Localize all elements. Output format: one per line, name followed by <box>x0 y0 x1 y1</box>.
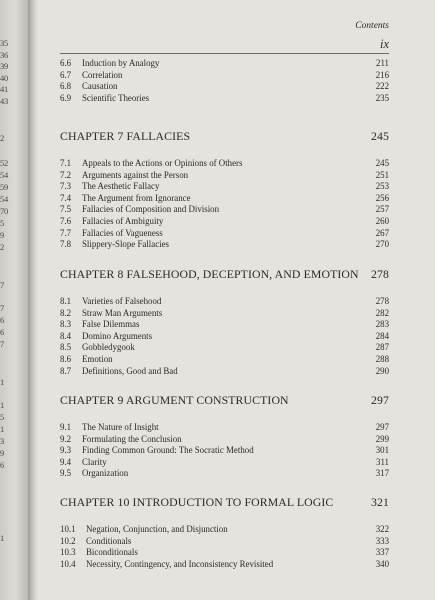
section-number: 6.9 <box>60 92 72 103</box>
section-number: 8.2 <box>60 307 72 318</box>
prev-page-number: 9 <box>0 448 4 458</box>
toc-entry[interactable] <box>60 228 389 240</box>
section-title: Causation <box>82 81 118 92</box>
section-number: 7.8 <box>60 239 72 250</box>
section-title: Arguments against the Person <box>82 169 189 180</box>
toc-entry[interactable] <box>60 81 389 93</box>
section-number: 7.3 <box>60 181 72 192</box>
section-number: 8.7 <box>60 365 72 376</box>
section-title: Fallacies of Ambiguity <box>82 215 164 226</box>
toc-entry[interactable] <box>60 547 389 559</box>
prev-page-number: 39 <box>0 61 8 71</box>
prev-page-number: 1 <box>0 533 4 543</box>
prev-page-number: 43 <box>0 96 8 106</box>
section-title: Necessity, Contingency, and Inconsistency Revisited <box>86 558 274 569</box>
toc-entry[interactable] <box>60 366 389 378</box>
chapter-title: CHAPTER 9 ARGUMENT CONSTRUCTION <box>60 393 289 407</box>
toc-entry[interactable] <box>60 319 389 331</box>
running-head: Contents <box>355 21 389 31</box>
toc-entry[interactable] <box>60 70 389 82</box>
prev-page-number: 54 <box>0 194 8 204</box>
section-title: Organization <box>82 468 129 479</box>
previous-page-edge <box>0 0 28 600</box>
section-number: 10.1 <box>60 524 76 534</box>
section-page: 337 <box>375 547 389 558</box>
chapter-heading[interactable] <box>60 393 389 409</box>
section-number: 6.8 <box>60 81 72 92</box>
section-page: 222 <box>375 81 389 92</box>
section-page: 216 <box>375 69 389 80</box>
section-number: 8.1 <box>60 296 72 306</box>
toc-entry[interactable] <box>60 536 389 548</box>
toc-entry[interactable] <box>60 354 389 366</box>
toc-entry[interactable] <box>60 170 389 182</box>
prev-page-number: 1 <box>0 377 4 387</box>
section-title: Fallacies of Vagueness <box>82 227 163 238</box>
section-title: Conditionals <box>86 535 132 546</box>
prev-page-number: 6 <box>0 315 4 325</box>
section-title: Gobbledygook <box>82 342 135 353</box>
chapter-heading[interactable] <box>60 495 389 511</box>
section-number: 9.2 <box>60 433 72 444</box>
section-number: 7.2 <box>60 169 72 180</box>
toc-entry[interactable] <box>60 58 389 70</box>
prev-page-number: 52 <box>0 158 8 168</box>
section-title: Straw Man Arguments <box>82 307 163 318</box>
section-page: 270 <box>375 239 389 250</box>
section-title: Definitions, Good and Bad <box>82 365 178 376</box>
prev-page-number: 35 <box>0 38 8 48</box>
section-title: Domino Arguments <box>82 330 153 341</box>
section-title: Emotion <box>82 353 113 364</box>
section-page: 211 <box>376 58 389 68</box>
section-number: 8.6 <box>60 353 72 364</box>
section-page: 297 <box>375 422 389 432</box>
section-page: 256 <box>375 192 389 203</box>
section-page: 235 <box>375 92 389 103</box>
prev-page-number: 41 <box>0 84 8 94</box>
section-page: 322 <box>375 524 389 534</box>
toc-entry[interactable] <box>60 445 389 457</box>
section-title: Fallacies of Composition and Division <box>82 204 220 215</box>
section-number: 9.1 <box>60 422 72 432</box>
toc-entry[interactable] <box>60 559 389 571</box>
section-title: The Nature of Insight <box>82 422 159 432</box>
prev-page-number: 40 <box>0 73 8 83</box>
section-number: 6.7 <box>60 69 72 80</box>
section-number: 7.4 <box>60 192 72 203</box>
section-page: 288 <box>375 353 389 364</box>
section-title: False Dilemmas <box>82 319 140 330</box>
section-title: Formulating the Conclusion <box>82 433 182 444</box>
prev-page-number: 2 <box>0 133 4 143</box>
section-title: Scientific Theories <box>82 92 150 103</box>
prev-page-number: 7 <box>0 280 4 290</box>
section-page: 278 <box>375 296 389 306</box>
prev-page-number: 2 <box>0 242 4 252</box>
chapter-title: CHAPTER 10 INTRODUCTION TO FORMAL LOGIC <box>60 495 334 509</box>
section-title: Biconditionals <box>86 547 138 558</box>
section-page: 287 <box>375 342 389 353</box>
prev-page-number: 5 <box>0 412 4 422</box>
section-page: 311 <box>376 456 389 467</box>
section-number: 8.5 <box>60 342 72 353</box>
section-page: 257 <box>375 204 389 215</box>
chapter-10-section <box>60 495 389 570</box>
toc-entry[interactable] <box>60 158 389 170</box>
section-page: 301 <box>375 445 389 456</box>
chapter-page: 321 <box>371 495 389 509</box>
section-title: Appeals to the Actions or Opinions of Others <box>82 158 243 168</box>
toc-entry[interactable] <box>60 524 389 536</box>
prev-page-number: 7 <box>0 303 4 313</box>
prev-page-number: 59 <box>0 182 8 192</box>
section-page: 267 <box>375 227 389 238</box>
toc-entry[interactable] <box>60 239 389 251</box>
chapter-heading[interactable] <box>60 129 389 145</box>
section-number: 8.3 <box>60 319 72 330</box>
section-page: 290 <box>375 365 389 376</box>
section-number: 7.1 <box>60 158 72 168</box>
prev-page-number: 36 <box>0 50 8 60</box>
prev-page-number: 70 <box>0 206 8 216</box>
section-number: 7.7 <box>60 227 72 238</box>
section-number: 10.3 <box>60 547 76 558</box>
section-title: Varieties of Falsehood <box>82 296 162 306</box>
section-page: 260 <box>375 215 389 226</box>
chapter-title: CHAPTER 7 FALLACIES <box>60 129 191 143</box>
prev-page-number: 6 <box>0 327 4 337</box>
toc-entry[interactable] <box>60 181 389 193</box>
page-number: ix <box>379 37 389 51</box>
prev-page-number: 7 <box>0 339 4 349</box>
chapter-page: 278 <box>371 267 389 281</box>
section-page: 340 <box>375 558 389 569</box>
section-page: 251 <box>375 169 389 180</box>
section-number: 10.4 <box>60 558 76 569</box>
toc-entry[interactable] <box>60 93 389 105</box>
section-page: 282 <box>375 307 389 318</box>
section-number: 7.6 <box>60 215 72 226</box>
chapter-page: 245 <box>371 129 389 143</box>
chapter-title: CHAPTER 8 FALSEHOOD, DECEPTION, AND EMOTION <box>60 267 359 281</box>
chapter-heading[interactable] <box>60 267 389 283</box>
chapter-page: 297 <box>371 393 389 407</box>
section-title: The Aesthetic Fallacy <box>82 181 160 192</box>
toc-entry[interactable] <box>60 308 389 320</box>
section-number: 8.4 <box>60 330 72 341</box>
section-page: 245 <box>375 158 389 168</box>
section-title: Finding Common Ground: The Socratic Method <box>82 445 254 456</box>
section-number: 9.4 <box>60 456 72 467</box>
toc-entry[interactable] <box>60 457 389 469</box>
section-title: Clarity <box>82 456 107 467</box>
section-page: 317 <box>375 468 389 479</box>
section-number: 7.5 <box>60 204 72 215</box>
chapter-6-continuation <box>60 58 389 104</box>
prev-page-number: 3 <box>0 436 4 446</box>
prev-page-number: 6 <box>0 460 4 470</box>
section-title: Slippery-Slope Fallacies <box>82 239 170 250</box>
section-number: 6.6 <box>60 58 72 68</box>
toc-entry[interactable] <box>60 422 389 434</box>
section-number: 9.5 <box>60 468 72 479</box>
section-page: 333 <box>375 535 389 546</box>
toc-entry[interactable] <box>60 204 389 216</box>
toc-entry[interactable] <box>60 193 389 205</box>
chapter-9-section <box>60 393 389 480</box>
section-page: 283 <box>375 319 389 330</box>
prev-page-number: 54 <box>0 170 8 180</box>
section-title: Induction by Analogy <box>82 58 160 68</box>
toc-entry[interactable] <box>60 468 389 480</box>
toc-entry[interactable] <box>60 216 389 228</box>
section-title: Negation, Conjunction, and Disjunction <box>86 524 228 534</box>
section-number: 10.2 <box>60 535 76 546</box>
toc-entry[interactable] <box>60 434 389 446</box>
section-title: Correlation <box>82 69 123 80</box>
prev-page-number: 9 <box>0 230 4 240</box>
contents-page <box>38 0 435 600</box>
prev-page-number: 1 <box>0 424 4 434</box>
chapter-7-section <box>60 129 389 251</box>
section-page: 299 <box>375 433 389 444</box>
prev-page-number: 5 <box>0 218 4 228</box>
section-number: 9.3 <box>60 445 72 456</box>
chapter-8-section <box>60 267 389 377</box>
toc-entry[interactable] <box>60 296 389 308</box>
prev-page-number: 1 <box>0 400 4 410</box>
toc-entry[interactable] <box>60 342 389 354</box>
section-page: 253 <box>375 181 389 192</box>
book-gutter <box>28 0 38 600</box>
section-title: The Argument from Ignorance <box>82 192 191 203</box>
toc-entry[interactable] <box>60 331 389 343</box>
section-page: 284 <box>375 330 389 341</box>
header-rule <box>60 53 389 54</box>
